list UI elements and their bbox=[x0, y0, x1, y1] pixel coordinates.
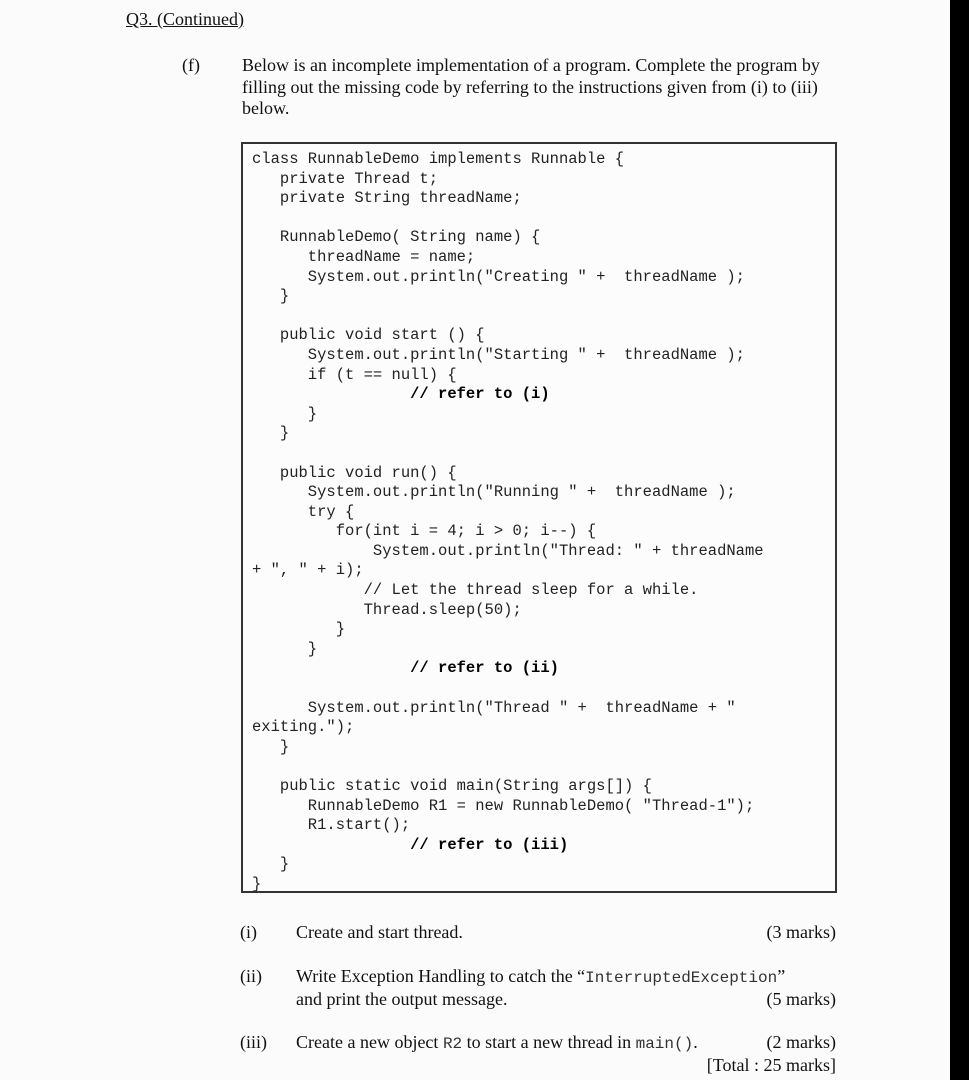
code-line: public void start () { bbox=[252, 326, 485, 345]
code-line: class RunnableDemo implements Runnable { bbox=[252, 150, 625, 168]
code-line: + ", " + i); bbox=[252, 561, 364, 580]
code-line: Thread.sleep(50); bbox=[252, 600, 522, 619]
code-line: System.out.println("Running " + threadName ); bbox=[252, 483, 736, 502]
code-listing bbox=[252, 150, 764, 895]
task-text bbox=[296, 965, 785, 989]
code-line: private String threadName; bbox=[252, 189, 522, 208]
code-line: } bbox=[252, 855, 290, 874]
code-line: RunnableDemo( String name) { bbox=[252, 228, 541, 247]
task-text-line2: and print the output message. bbox=[296, 989, 508, 1009]
task-marks: (5 marks) bbox=[766, 989, 836, 1009]
task-number: (ii) bbox=[240, 966, 262, 986]
code-line: } bbox=[252, 874, 262, 893]
task-text-part: to start a new thread in bbox=[462, 1032, 636, 1052]
task-number: (i) bbox=[240, 922, 257, 942]
question-heading: Q3. (Continued) bbox=[126, 9, 244, 29]
code-line: } bbox=[252, 424, 290, 443]
code-line: R1.start(); bbox=[252, 816, 411, 835]
task-text-part: ” bbox=[777, 966, 786, 986]
task-text: Create and start thread. bbox=[296, 922, 463, 942]
code-line: System.out.println("Thread " + threadName + " bbox=[252, 698, 736, 717]
code-line: } bbox=[252, 404, 318, 423]
code-line: for(int i = 4; i > 0; i--) { bbox=[252, 522, 597, 541]
code-line: RunnableDemo R1 = new RunnableDemo( "Thread-1"); bbox=[252, 796, 755, 815]
code-line: System.out.println("Starting " + threadName ); bbox=[252, 345, 745, 364]
total-marks: [Total : 25 marks] bbox=[706, 1055, 836, 1075]
method-name: main() bbox=[635, 1035, 694, 1053]
task-text-part: Write Exception Handling to catch the “ bbox=[296, 966, 586, 986]
part-label: (f) bbox=[182, 55, 200, 75]
exception-name: InterruptedException bbox=[585, 969, 778, 987]
code-line: } bbox=[252, 620, 346, 639]
code-line: } bbox=[252, 737, 290, 756]
code-line: } bbox=[252, 639, 318, 658]
task-marks: (2 marks) bbox=[766, 1032, 836, 1052]
task-text-part: Create a new object bbox=[296, 1032, 443, 1052]
code-line: System.out.println("Thread: " + threadName bbox=[252, 541, 764, 560]
code-line: try { bbox=[252, 502, 355, 521]
code-line: if (t == null) { bbox=[252, 365, 457, 384]
code-line: System.out.println("Creating " + threadName ); bbox=[252, 267, 745, 286]
right-edge-bar bbox=[950, 0, 969, 1080]
code-line: // refer to (ii) bbox=[252, 659, 559, 678]
code-line: private Thread t; bbox=[252, 169, 439, 188]
code-line: public void run() { bbox=[252, 463, 457, 482]
task-marks: (3 marks) bbox=[766, 922, 836, 942]
object-name: R2 bbox=[442, 1035, 463, 1053]
code-line: exiting."); bbox=[252, 718, 355, 737]
code-line: threadName = name; bbox=[252, 247, 476, 266]
code-line: // refer to (iii) bbox=[252, 835, 569, 854]
code-box bbox=[241, 142, 837, 893]
task-text-part: . bbox=[693, 1032, 698, 1052]
code-line: // Let the thread sleep for a while. bbox=[252, 581, 699, 600]
code-line: } bbox=[252, 287, 290, 306]
part-intro: Below is an incomplete implementation of a program. Complete the program by filling out the missing code by referring to the instructions given from (i) to (iii) below. bbox=[242, 55, 820, 118]
task-number: (iii) bbox=[240, 1032, 267, 1052]
task-text bbox=[296, 1031, 698, 1055]
code-line: // refer to (i) bbox=[252, 385, 550, 404]
code-line: public static void main(String args[]) { bbox=[252, 777, 652, 795]
